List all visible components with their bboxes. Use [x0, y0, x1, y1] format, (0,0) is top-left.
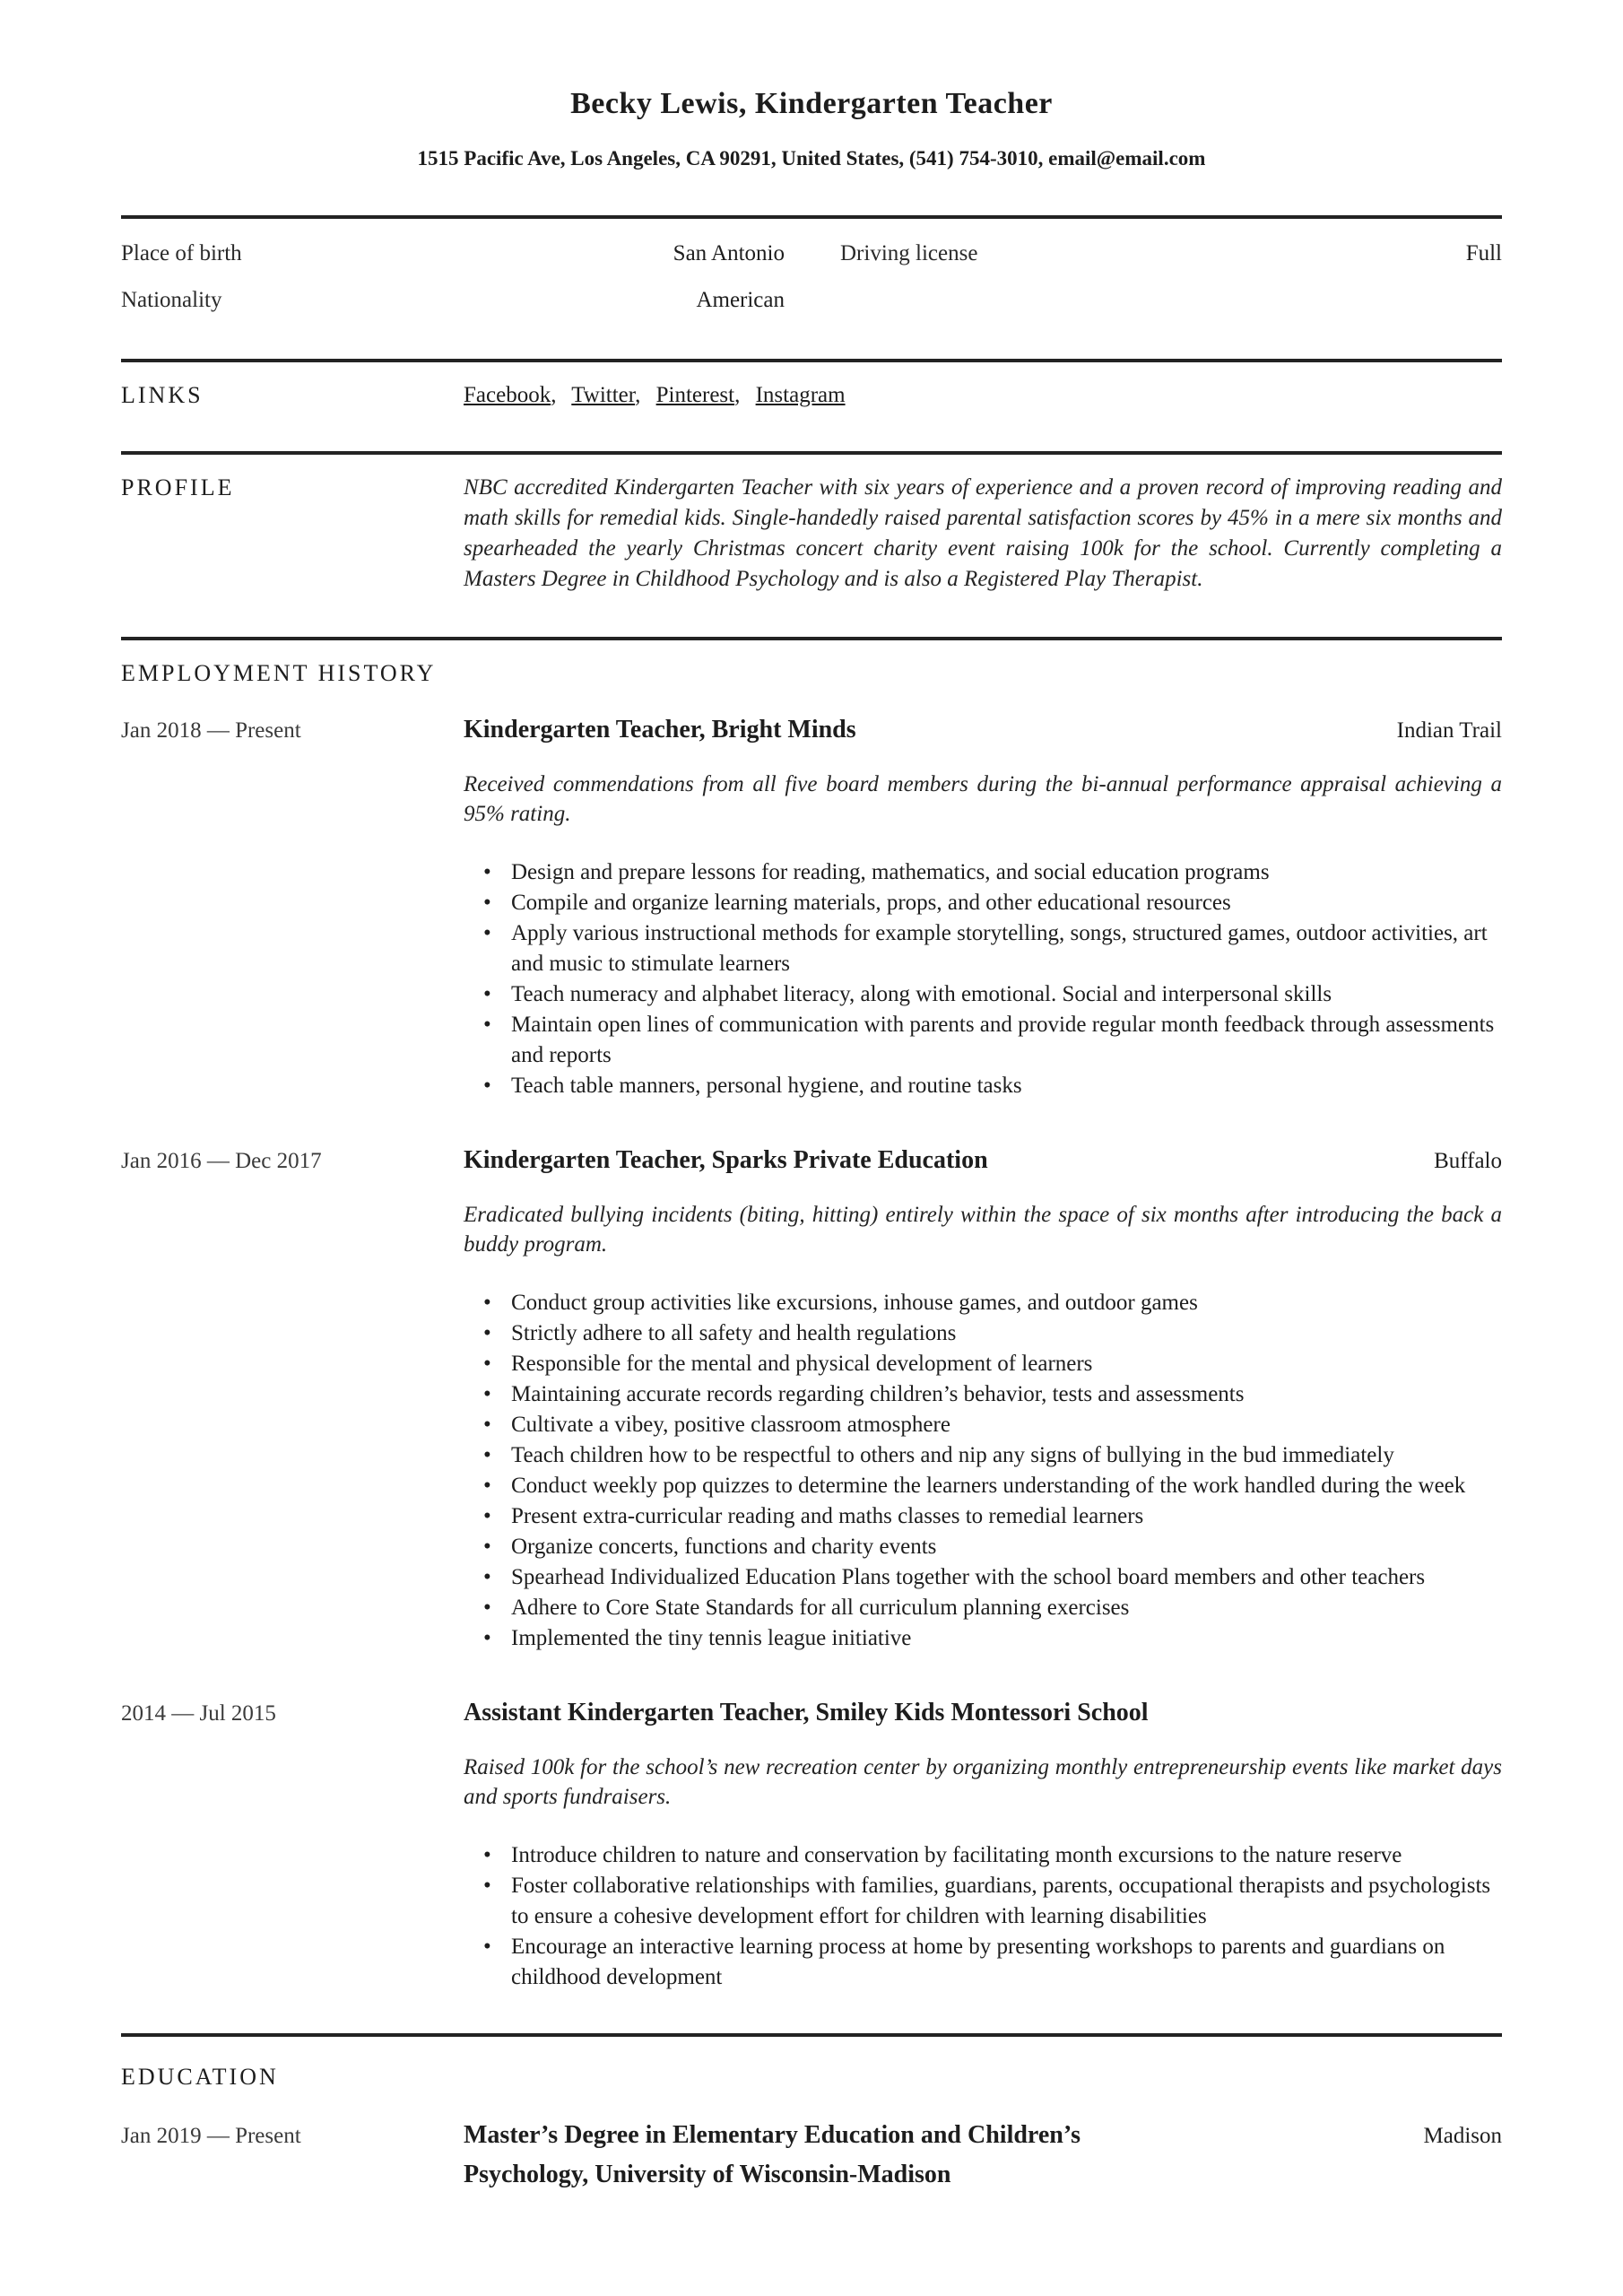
job-title: Kindergarten Teacher, Bright Minds [464, 715, 856, 744]
bullet-item: • Conduct group activities like excursions, inhouse games, and outdoor games [464, 1288, 1502, 1318]
bullet-item: • Apply various instructional methods for example storytelling, songs, structured games, outdoor activities, art and music to stimulate learners [464, 918, 1502, 979]
resume-header [121, 85, 1502, 170]
contact-line: 1515 Pacific Ave, Los Angeles, CA 90291, United States, (541) 754-3010, email@email.com [417, 146, 1206, 170]
job-header [121, 712, 1502, 748]
bullet-item: • Teach children how to be respectful to others and nip any signs of bullying in the bud immediately [464, 1440, 1502, 1471]
personal-details-section [121, 215, 1502, 359]
job-summary: Received commendations from all five board members during the bi-annual performance appraisal achieving a 95% rating. [464, 771, 1502, 826]
links-section [121, 359, 1502, 451]
links-heading: LINKS [121, 381, 204, 408]
employment-heading: EMPLOYMENT HISTORY [121, 659, 437, 686]
nationality-value: American [696, 287, 785, 312]
link-twitter[interactable]: Twitter [571, 382, 636, 407]
bullet-item: • Present extra-curricular reading and maths classes to remedial learners [464, 1501, 1502, 1532]
education-degree: Master’s Degree in Elementary Education and Children’s Psychology, University of Wisconsin-Madison [464, 2120, 1081, 2188]
education-section [121, 2033, 1502, 2231]
bullet-item: • Introduce children to nature and conservation by facilitating month excursions to the nature reserve [464, 1840, 1502, 1871]
link-separator: , [734, 382, 741, 407]
bullet-item: • Conduct weekly pop quizzes to determine the learners understanding of the work handled during the week [464, 1471, 1502, 1501]
link-pinterest[interactable]: Pinterest [655, 382, 735, 407]
bullet-item: • Organize concerts, functions and charity events [464, 1532, 1502, 1562]
page-title: Becky Lewis, Kindergarten Teacher [570, 87, 1053, 120]
job-location: Indian Trail [1396, 718, 1502, 743]
job-bullets [464, 1840, 1502, 1993]
details-row [121, 239, 1502, 269]
bullet-item: • Teach table manners, personal hygiene, and routine tasks [464, 1071, 1502, 1101]
job-bright-minds [121, 712, 1502, 1101]
job-dates: 2014 — Jul 2015 [121, 1700, 276, 1726]
link-instagram[interactable]: Instagram [755, 382, 846, 407]
education-location: Madison [1423, 2123, 1502, 2148]
links-list [464, 380, 1502, 411]
job-body [464, 770, 1502, 1101]
nationality-label: Nationality [121, 287, 222, 312]
education-header [121, 2116, 1502, 2195]
job-sparks-private-education [121, 1143, 1502, 1654]
job-dates: Jan 2016 — Dec 2017 [121, 1148, 322, 1173]
job-bullets [464, 857, 1502, 1101]
link-facebook[interactable]: Facebook [464, 382, 551, 407]
job-location: Buffalo [1434, 1148, 1502, 1173]
bullet-item: • Implemented the tiny tennis league initiative [464, 1623, 1502, 1654]
education-dates: Jan 2019 — Present [121, 2123, 301, 2148]
bullet-item: • Spearhead Individualized Education Plans together with the school board members and other teachers [464, 1562, 1502, 1593]
bullet-item: • Responsible for the mental and physical development of learners [464, 1349, 1502, 1379]
job-header [121, 1143, 1502, 1178]
profile-section [121, 451, 1502, 637]
bullet-item: • Adhere to Core State Standards for all curriculum planning exercises [464, 1593, 1502, 1623]
job-dates: Jan 2018 — Present [121, 718, 301, 743]
link-separator: , [551, 382, 557, 407]
job-title: Assistant Kindergarten Teacher, Smiley Kids Montessori School [464, 1698, 1149, 1726]
job-body [464, 1752, 1502, 1993]
bullet-item: • Cultivate a vibey, positive classroom atmosphere [464, 1410, 1502, 1440]
bullet-item: • Maintain open lines of communication with parents and provide regular month feedback through assessments and reports [464, 1010, 1502, 1071]
job-summary: Eradicated bullying incidents (biting, hitting) entirely within the space of six months after introducing the back a buddy program. [464, 1202, 1502, 1257]
bullet-item: • Maintaining accurate records regarding children’s behavior, tests and assessments [464, 1379, 1502, 1410]
job-bullets [464, 1288, 1502, 1654]
job-body [464, 1200, 1502, 1654]
bullet-item: • Strictly adhere to all safety and health regulations [464, 1318, 1502, 1349]
job-smiley-kids-montessori [121, 1695, 1502, 1993]
employment-section [121, 637, 1502, 2033]
job-header [121, 1695, 1502, 1731]
bullet-item: • Compile and organize learning materials, props, and other educational resources [464, 888, 1502, 918]
job-title: Kindergarten Teacher, Sparks Private Education [464, 1145, 988, 1174]
bullet-item: • Encourage an interactive learning process at home by presenting workshops to parents and guardians on childhood development [464, 1932, 1502, 1993]
place-of-birth-value: San Antonio [673, 240, 785, 265]
bullet-item: • Foster collaborative relationships with families, guardians, parents, occupational therapists and psychologists to ensure a cohesive development effort for children with learning disabilities [464, 1871, 1502, 1932]
details-row [121, 285, 1502, 316]
education-heading: EDUCATION [121, 2063, 279, 2090]
place-of-birth-label: Place of birth [121, 240, 242, 265]
bullet-item: • Design and prepare lessons for reading, mathematics, and social education programs [464, 857, 1502, 888]
driving-license-value: Full [1465, 240, 1502, 265]
profile-heading: PROFILE [121, 474, 235, 500]
education-entry [121, 2116, 1502, 2195]
bullet-item: • Teach numeracy and alphabet literacy, along with emotional. Social and interpersonal skills [464, 979, 1502, 1010]
link-separator: , [635, 382, 641, 407]
job-summary: Raised 100k for the school’s new recreation center by organizing monthly entrepreneurship events like market days and sports fundraisers. [464, 1754, 1502, 1809]
driving-license-label: Driving license [840, 240, 978, 265]
profile-text: NBC accredited Kindergarten Teacher with six years of experience and a proven record of improving reading and math skills for remedial kids. Single-handedly raised parental satisfaction scores by 45% in a mere six months and spearheaded the yearly Christmas concert charity event raising 100k for the school. Currently completing a Masters Degree in Childhood Psychology and is also a Registered Play Therapist. [464, 474, 1502, 591]
